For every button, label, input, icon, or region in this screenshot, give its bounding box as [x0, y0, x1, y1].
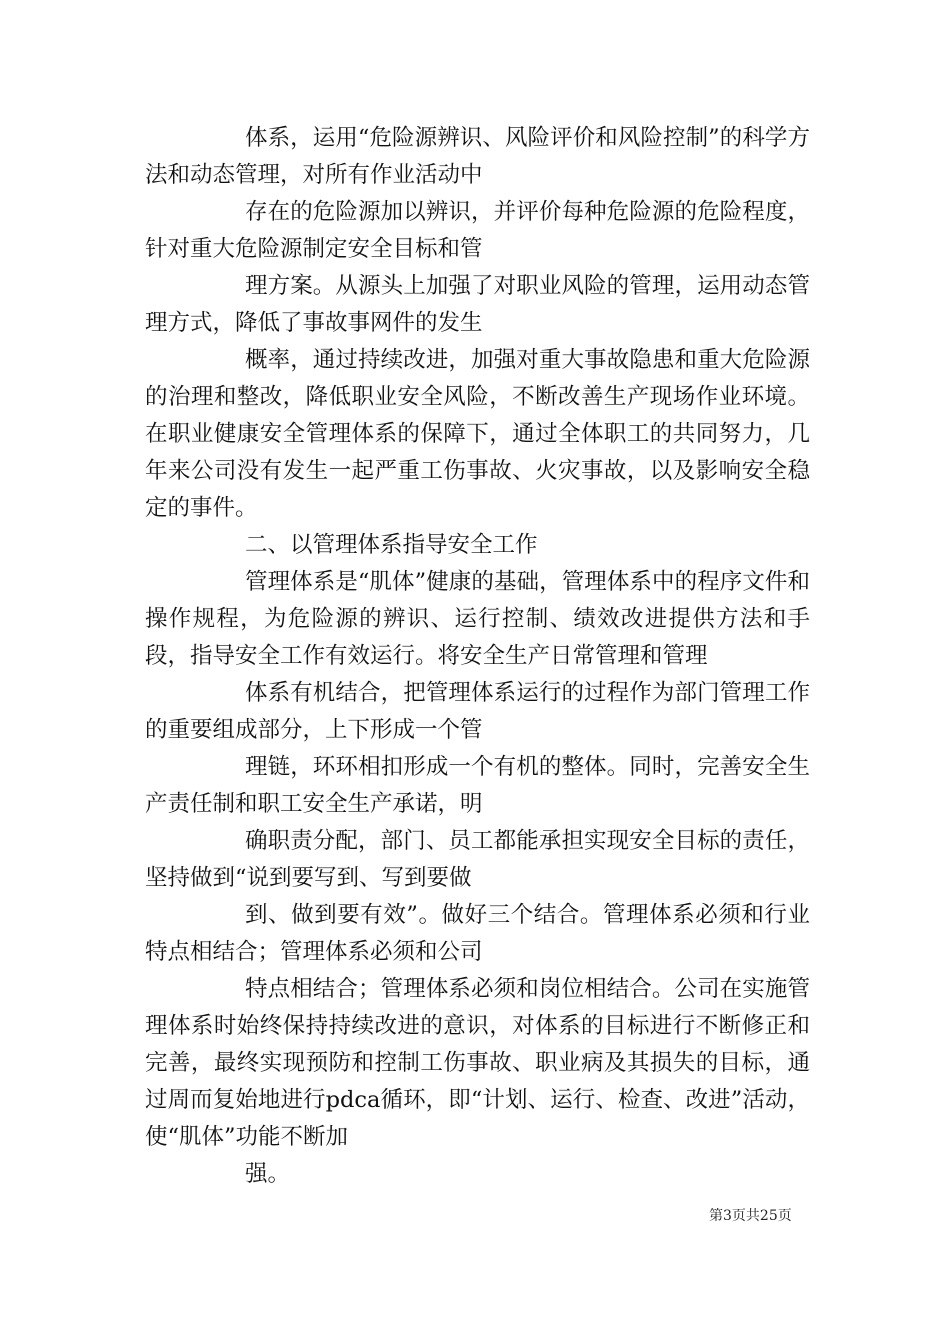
document-body [145, 120, 810, 1193]
paragraph: 存在的危险源加以辨识，并评价每种危险源的危险程度，针对重大危险源制定安全目标和管 [145, 199, 810, 262]
page-number: 第3页共25页 [709, 1208, 792, 1224]
paragraph: 强。 [245, 1161, 291, 1187]
paragraph: 概率，通过持续改进，加强对重大事故隐患和重大危险源的治理和整改，降低职业安全风险，不断改善生产现场作业环境。在职业健康安全管理体系的保障下，通过全体职工的共同努力，几年来公司没有发生一起严重工伤事故、火灾事故，以及影响安全稳定的事件。 [145, 347, 810, 521]
paragraph: 特点相结合；管理体系必须和岗位相结合。公司在实施管理体系时始终保持持续改进的意识，对体系的目标进行不断修正和完善，最终实现预防和控制工伤事故、职业病及其损失的目标，通过周而复始地进行pdca循环，即“计划、运行、检查、改进”活动，使“肌体”功能不断加 [145, 976, 810, 1150]
paragraph: 体系，运用“危险源辨识、风险评价和风险控制”的科学方法和动态管理，对所有作业活动中 [145, 125, 810, 188]
paragraph: 确职责分配，部门、员工都能承担实现安全目标的责任，坚持做到“说到要写到、写到要做 [145, 828, 810, 891]
paragraph: 理链，环环相扣形成一个有机的整体。同时，完善安全生产责任制和职工安全生产承诺，明 [145, 754, 810, 817]
paragraph: 体系有机结合，把管理体系运行的过程作为部门管理工作的重要组成部分，上下形成一个管 [145, 680, 810, 743]
paragraph: 理方案。从源头上加强了对职业风险的管理，运用动态管理方式，降低了事故事网件的发生 [145, 273, 810, 336]
paragraph: 管理体系是“肌体”健康的基础，管理体系中的程序文件和操作规程，为危险源的辨识、运行控制、绩效改进提供方法和手段，指导安全工作有效运行。将安全生产日常管理和管理 [145, 569, 810, 669]
paragraph: 到、做到要有效”。做好三个结合。管理体系必须和行业特点相结合；管理体系必须和公司 [145, 902, 810, 965]
section-heading: 二、以管理体系指导安全工作 [245, 532, 538, 558]
